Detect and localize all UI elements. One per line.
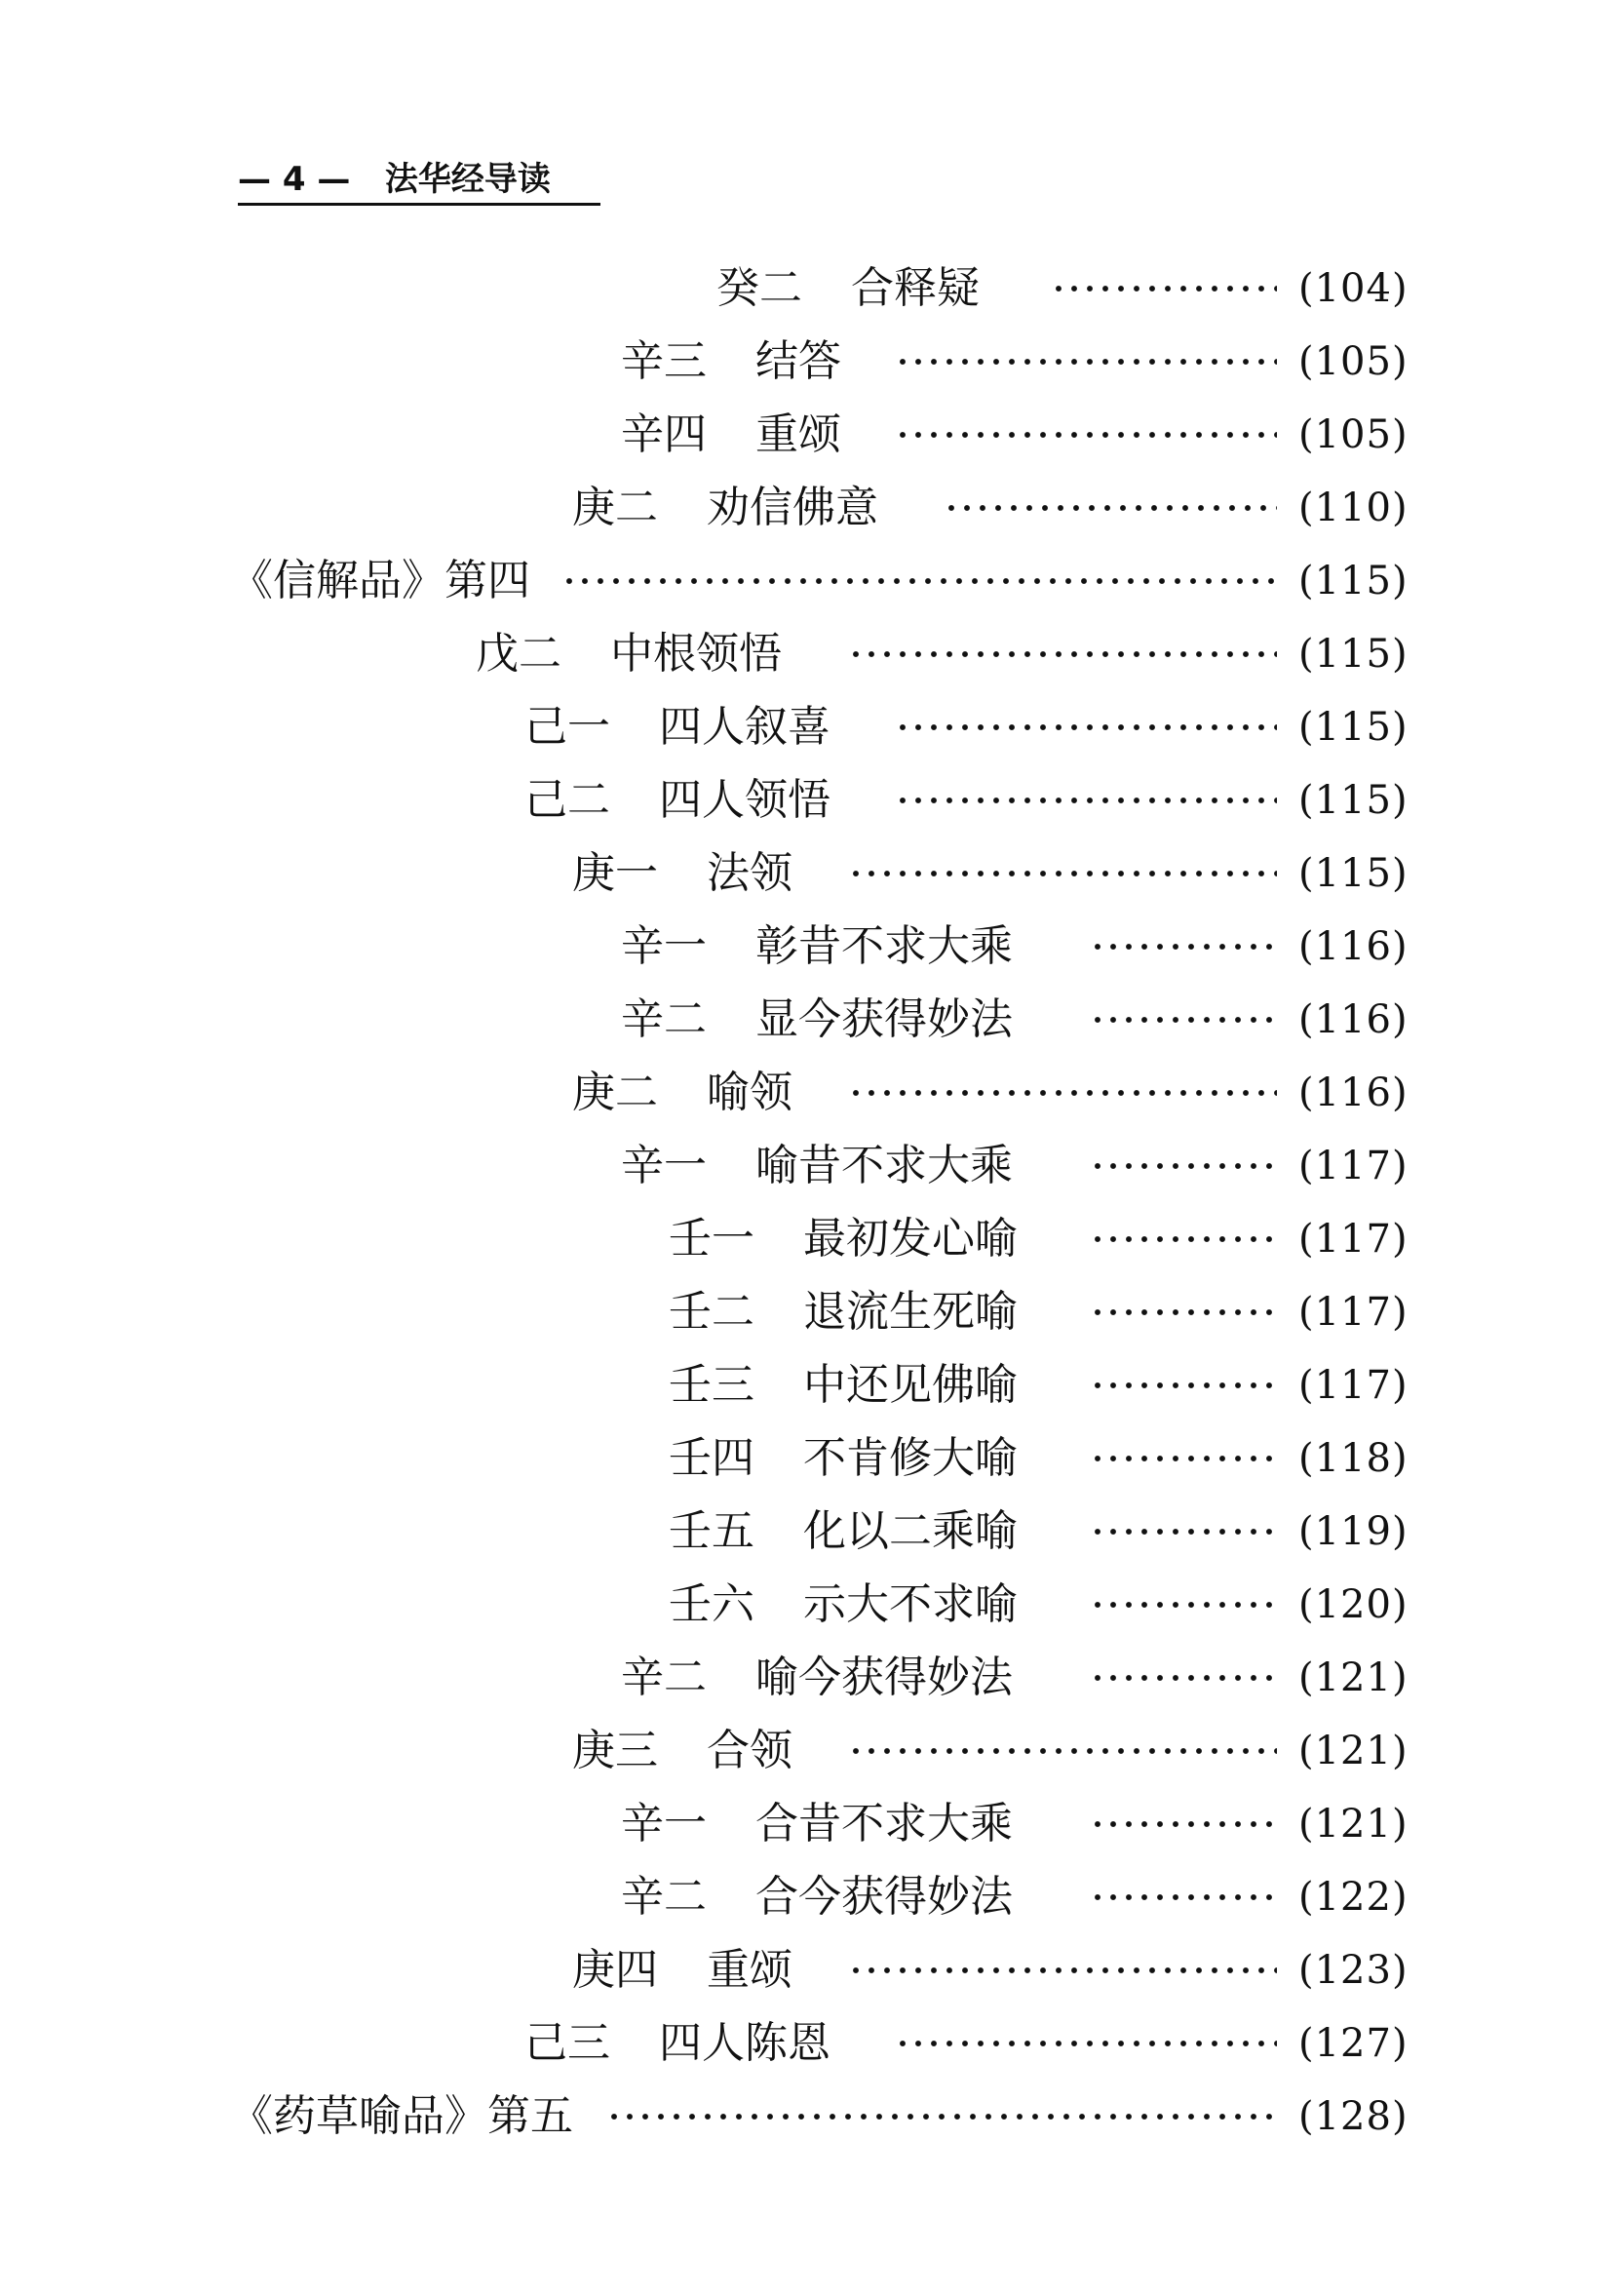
dot-leader [1051,259,1277,318]
entry-page-number: (121) [1298,1802,1409,1847]
entry-title: 合释疑 [851,263,980,313]
entry-page-number: (115) [1298,632,1409,677]
entry-page-number: (115) [1298,851,1409,896]
dot-leader [1090,917,1277,976]
entry-page-number: (122) [1298,1875,1409,1920]
toc-entry-label [621,1649,1013,1707]
dot-leader [848,1722,1277,1780]
entry-title: 喻今获得妙法 [755,1653,1013,1702]
entry-title: 喻领 [707,1068,792,1117]
toc-entry-label [669,1356,1018,1415]
dot-leader [606,2087,1277,2146]
entry-level: 癸二 [716,263,802,313]
toc-entry[interactable] [0,479,1622,537]
entry-page-number: (105) [1298,339,1409,384]
toc-entry-label [621,406,841,464]
toc-entry[interactable] [0,2087,1622,2146]
entry-title: 重颂 [755,409,841,459]
entry-page-number: (121) [1298,1655,1409,1700]
dot-leader [1090,1283,1277,1342]
entry-level: 辛二 [621,994,707,1044]
entry-level: 庚三 [572,1726,658,1775]
entry-level: 己三 [524,2018,610,2068]
toc-entry[interactable] [0,2014,1622,2073]
entry-level: 庚四 [572,1945,658,1995]
toc-entry[interactable] [0,1356,1622,1415]
toc-entry[interactable] [0,1941,1622,2000]
toc-entry-label [230,552,530,610]
dot-leader [1090,1502,1277,1561]
dot-leader [1090,1210,1277,1268]
toc-entry[interactable] [0,1210,1622,1268]
dot-leader [895,698,1277,757]
toc-entry-label [621,1868,1013,1926]
toc-entry[interactable] [0,1137,1622,1195]
toc-entry-label [572,479,878,537]
entry-level: 戊二 [476,629,561,679]
entry-level: 壬六 [669,1579,754,1629]
entry-title: 合今获得妙法 [755,1872,1013,1922]
dot-leader [848,1941,1277,2000]
toc-entry[interactable] [0,552,1622,610]
dot-leader [1090,1649,1277,1707]
entry-title: 化以二乘喻 [803,1506,1018,1556]
entry-title: 显今获得妙法 [755,994,1013,1044]
entry-level: 辛一 [621,1799,707,1848]
dot-leader [561,552,1277,610]
entry-level: 壬五 [669,1506,754,1556]
dot-leader [1090,1868,1277,1926]
entry-title: 喻昔不求大乘 [755,1141,1013,1190]
entry-page-number: (116) [1298,1070,1409,1115]
dot-leader [1090,1356,1277,1415]
toc-entry-label [572,1722,792,1780]
header-book-title: 法华经导读 [384,160,551,199]
entry-page-number: (116) [1298,924,1409,969]
toc-entry[interactable] [0,991,1622,1049]
toc-entry[interactable] [0,1868,1622,1926]
toc-entry-label [621,1795,1013,1853]
dot-leader [944,479,1277,537]
toc-entry[interactable] [0,771,1622,830]
entry-level: 己一 [524,702,610,752]
entry-page-number: (118) [1298,1436,1409,1481]
toc-entry-label [476,625,782,683]
entry-level: 己二 [524,775,610,825]
entry-title: 《信解品》第四 [230,556,530,605]
toc-entry[interactable] [0,332,1622,391]
toc-entry-label [716,259,980,318]
dot-leader [895,2014,1277,2073]
entry-level: 壬一 [669,1214,754,1264]
entry-level: 庚一 [572,848,658,898]
toc-entry[interactable] [0,917,1622,976]
toc-entry[interactable] [0,1502,1622,1561]
entry-title: 中还见佛喻 [803,1360,1018,1410]
toc-entry-label [524,2014,830,2073]
entry-title: 合昔不求大乘 [755,1799,1013,1848]
entry-level: 辛三 [621,336,707,386]
dot-leader [1090,1137,1277,1195]
entry-level: 壬四 [669,1433,754,1483]
entry-page-number: (128) [1298,2094,1409,2139]
entry-title: 示大不求喻 [803,1579,1018,1629]
entry-title: 四人陈恩 [659,2018,830,2068]
header-page-number: — 4 — [238,160,351,199]
dot-leader [848,625,1277,683]
entry-title: 《药草喻品》第五 [230,2091,573,2141]
toc-entry-label [669,1429,1018,1488]
toc-entry-label [621,332,841,391]
entry-level: 辛二 [621,1872,707,1922]
entry-title: 合领 [707,1726,792,1775]
dot-leader [1090,1576,1277,1634]
entry-title: 结答 [755,336,841,386]
toc-entry[interactable] [0,406,1622,464]
toc-entry-label [621,991,1013,1049]
entry-title: 中根领悟 [610,629,782,679]
toc-entry-label [669,1210,1018,1268]
entry-page-number: (117) [1298,1144,1409,1188]
dot-leader [848,1064,1277,1122]
entry-level: 辛一 [621,1141,707,1190]
entry-title: 四人领悟 [659,775,830,825]
toc-entry-label [524,771,830,830]
entry-page-number: (104) [1298,266,1409,311]
entry-title: 重颂 [707,1945,792,1995]
entry-page-number: (117) [1298,1217,1409,1262]
entry-page-number: (119) [1298,1509,1409,1554]
dot-leader [1090,991,1277,1049]
entry-title: 劝信佛意 [707,483,878,532]
toc-entry-label [621,1137,1013,1195]
entry-level: 庚二 [572,1068,658,1117]
dot-leader [1090,1795,1277,1853]
toc-entry-label [669,1576,1018,1634]
entry-page-number: (117) [1298,1363,1409,1408]
dot-leader [1090,1429,1277,1488]
toc-entry[interactable] [0,1283,1622,1342]
toc-entry-label [572,1064,792,1122]
toc-entry-label [524,698,830,757]
dot-leader [895,771,1277,830]
entry-title: 不肯修大喻 [803,1433,1018,1483]
toc-entry-label [621,917,1013,976]
entry-level: 辛四 [621,409,707,459]
entry-level: 庚二 [572,483,658,532]
entry-title: 四人叙喜 [659,702,830,752]
toc-entry[interactable] [0,1064,1622,1122]
toc-entry[interactable] [0,259,1622,318]
entry-page-number: (127) [1298,2021,1409,2066]
entry-page-number: (116) [1298,997,1409,1042]
toc-entry[interactable] [0,844,1622,903]
entry-level: 辛一 [621,921,707,971]
dot-leader [848,844,1277,903]
entry-level: 壬二 [669,1287,754,1337]
entry-page-number: (120) [1298,1582,1409,1627]
entry-title: 退流生死喻 [803,1287,1018,1337]
toc-entry-label [669,1283,1018,1342]
entry-page-number: (117) [1298,1290,1409,1335]
dot-leader [895,406,1277,464]
entry-title: 法领 [707,848,792,898]
toc-entry-label [572,1941,792,2000]
toc-entry-label [669,1502,1018,1561]
toc-entry[interactable] [0,1649,1622,1707]
entry-page-number: (115) [1298,778,1409,823]
entry-title: 彰昔不求大乘 [755,921,1013,971]
toc-entry-label [230,2087,573,2146]
entry-level: 壬三 [669,1360,754,1410]
entry-page-number: (115) [1298,559,1409,603]
entry-page-number: (110) [1298,486,1409,530]
toc-entry[interactable] [0,1429,1622,1488]
entry-page-number: (123) [1298,1948,1409,1993]
entry-level: 辛二 [621,1653,707,1702]
toc-entry[interactable] [0,1576,1622,1634]
entry-title: 最初发心喻 [803,1214,1018,1264]
toc-entry[interactable] [0,1795,1622,1853]
entry-page-number: (121) [1298,1729,1409,1773]
toc-entry[interactable] [0,1722,1622,1780]
toc-entry-label [572,844,792,903]
entry-page-number: (115) [1298,705,1409,750]
toc-entry[interactable] [0,698,1622,757]
toc-entry[interactable] [0,625,1622,683]
entry-page-number: (105) [1298,412,1409,457]
dot-leader [895,332,1277,391]
